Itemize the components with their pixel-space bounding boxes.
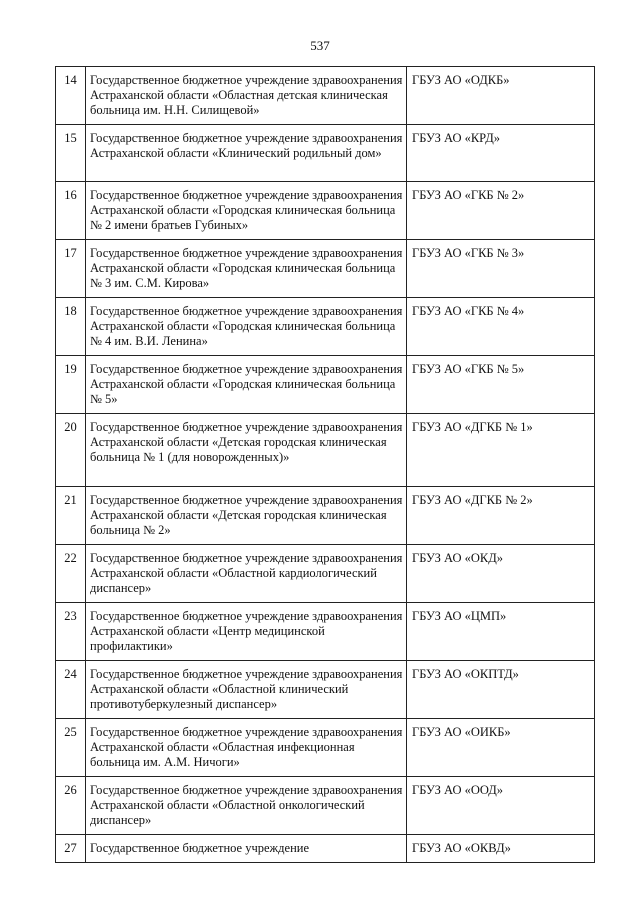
institution-name: Государственное бюджетное учреждение здравоохранения Астраханской области «Областной клинический противотуберкулезный диспансер» bbox=[86, 661, 407, 719]
institution-name: Государственное бюджетное учреждение здравоохранения Астраханской области «Городская клиническая больница № 2 имени братьев Губиных» bbox=[86, 182, 407, 240]
institution-abbreviation: ГБУЗ АО «ГКБ № 3» bbox=[407, 240, 595, 298]
row-number: 14 bbox=[56, 67, 86, 125]
table-row bbox=[56, 182, 595, 240]
institution-abbreviation: ГБУЗ АО «КРД» bbox=[407, 125, 595, 182]
table-row bbox=[56, 125, 595, 182]
institution-name: Государственное бюджетное учреждение здравоохранения Астраханской области «Клинический родильный дом» bbox=[86, 125, 407, 182]
row-number: 18 bbox=[56, 298, 86, 356]
institution-name: Государственное бюджетное учреждение здравоохранения Астраханской области «Городская клиническая больница № 5» bbox=[86, 356, 407, 414]
row-number: 19 bbox=[56, 356, 86, 414]
table-row bbox=[56, 835, 595, 863]
institution-abbreviation: ГБУЗ АО «ГКБ № 4» bbox=[407, 298, 595, 356]
institution-abbreviation: ГБУЗ АО «ОКПТД» bbox=[407, 661, 595, 719]
institution-abbreviation: ГБУЗ АО «ООД» bbox=[407, 777, 595, 835]
institution-name: Государственное бюджетное учреждение bbox=[86, 835, 407, 863]
page-number: 537 bbox=[310, 38, 330, 53]
table-row bbox=[56, 298, 595, 356]
institutions-table-body bbox=[56, 67, 595, 863]
table-row bbox=[56, 414, 595, 487]
institution-abbreviation: ГБУЗ АО «ОИКБ» bbox=[407, 719, 595, 777]
institution-abbreviation: ГБУЗ АО «ГКБ № 2» bbox=[407, 182, 595, 240]
row-number: 17 bbox=[56, 240, 86, 298]
row-number: 15 bbox=[56, 125, 86, 182]
institution-abbreviation: ГБУЗ АО «ДГКБ № 1» bbox=[407, 414, 595, 487]
row-number: 24 bbox=[56, 661, 86, 719]
institution-abbreviation: ГБУЗ АО «ОДКБ» bbox=[407, 67, 595, 125]
institution-name: Государственное бюджетное учреждение здравоохранения Астраханской области «Областная инфекционная больница им. А.М. Ничоги» bbox=[86, 719, 407, 777]
row-number: 27 bbox=[56, 835, 86, 863]
table-row bbox=[56, 719, 595, 777]
table-row bbox=[56, 545, 595, 603]
institution-name: Государственное бюджетное учреждение здравоохранения Астраханской области «Детская городская клиническая больница № 1 (для новорожденных)» bbox=[86, 414, 407, 487]
row-number: 22 bbox=[56, 545, 86, 603]
institution-abbreviation: ГБУЗ АО «ГКБ № 5» bbox=[407, 356, 595, 414]
table-row bbox=[56, 356, 595, 414]
row-number: 16 bbox=[56, 182, 86, 240]
table-row bbox=[56, 487, 595, 545]
row-number: 21 bbox=[56, 487, 86, 545]
table-row bbox=[56, 67, 595, 125]
institution-name: Государственное бюджетное учреждение здравоохранения Астраханской области «Центр медицинской профилактики» bbox=[86, 603, 407, 661]
institution-abbreviation: ГБУЗ АО «ОКД» bbox=[407, 545, 595, 603]
institution-abbreviation: ГБУЗ АО «ОКВД» bbox=[407, 835, 595, 863]
institution-name: Государственное бюджетное учреждение здравоохранения Астраханской области «Областная детская клиническая больница им. Н.Н. Силищевой» bbox=[86, 67, 407, 125]
row-number: 26 bbox=[56, 777, 86, 835]
row-number: 20 bbox=[56, 414, 86, 487]
institution-name: Государственное бюджетное учреждение здравоохранения Астраханской области «Областной кардиологический диспансер» bbox=[86, 545, 407, 603]
table-row bbox=[56, 661, 595, 719]
table-row bbox=[56, 240, 595, 298]
institution-abbreviation: ГБУЗ АО «ЦМП» bbox=[407, 603, 595, 661]
row-number: 25 bbox=[56, 719, 86, 777]
row-number: 23 bbox=[56, 603, 86, 661]
table-row bbox=[56, 603, 595, 661]
institutions-table bbox=[55, 66, 595, 863]
institution-name: Государственное бюджетное учреждение здравоохранения Астраханской области «Городская клиническая больница № 4 им. В.И. Ленина» bbox=[86, 298, 407, 356]
institution-name: Государственное бюджетное учреждение здравоохранения Астраханской области «Областной онкологический диспансер» bbox=[86, 777, 407, 835]
institution-name: Государственное бюджетное учреждение здравоохранения Астраханской области «Детская городская клиническая больница № 2» bbox=[86, 487, 407, 545]
institution-abbreviation: ГБУЗ АО «ДГКБ № 2» bbox=[407, 487, 595, 545]
institution-name: Государственное бюджетное учреждение здравоохранения Астраханской области «Городская клиническая больница № 3 им. С.М. Кирова» bbox=[86, 240, 407, 298]
table-row bbox=[56, 777, 595, 835]
